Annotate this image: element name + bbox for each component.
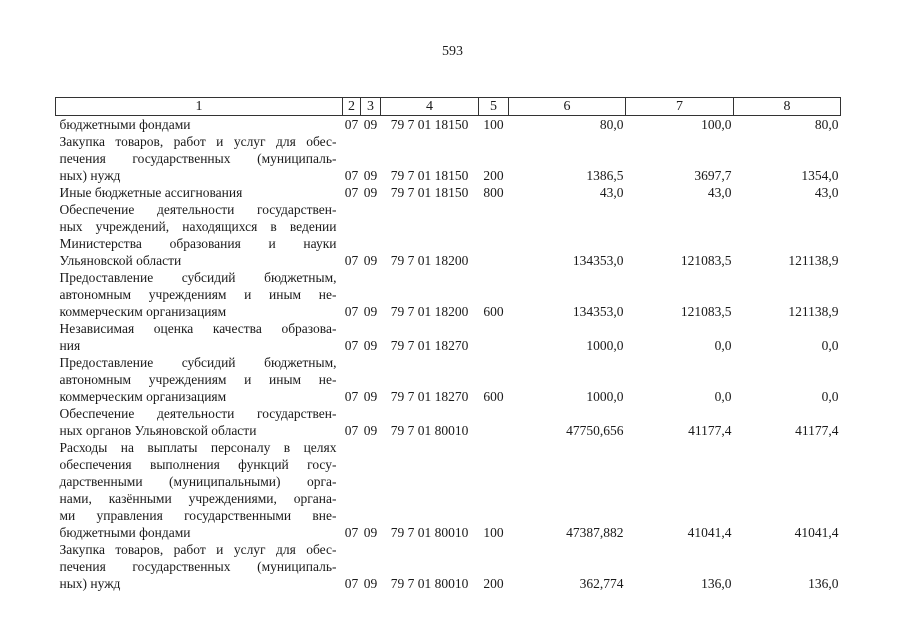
subsection-code: 09 bbox=[363, 304, 378, 319]
row-name-line: бюджетными фондами bbox=[59, 525, 191, 540]
amount-col-6: 134353,0 bbox=[572, 253, 624, 268]
table-row bbox=[56, 184, 841, 201]
target-article-code: 79 7 01 80010 bbox=[390, 525, 469, 540]
subsection-code: 09 bbox=[363, 168, 378, 183]
row-name-line: Обеспечение деятельности государствен- bbox=[59, 202, 337, 217]
row-name-line: Закупка товаров, работ и услуг для обес- bbox=[59, 542, 337, 557]
row-name-line: Закупка товаров, работ и услуг для обес- bbox=[59, 134, 337, 149]
subsection-code: 09 bbox=[363, 423, 378, 438]
subsection-code: 09 bbox=[363, 576, 378, 591]
target-article-code: 79 7 01 80010 bbox=[390, 423, 469, 438]
row-name-line: автономным учреждениям и иным не- bbox=[59, 287, 337, 302]
column-header-3: 3 bbox=[361, 98, 381, 116]
expense-type-code: 100 bbox=[483, 525, 504, 540]
row-name-line: коммерческим организациям bbox=[59, 389, 227, 404]
amount-col-7: 136,0 bbox=[701, 576, 732, 591]
target-article-code: 79 7 01 18150 bbox=[390, 185, 469, 200]
row-name-cell bbox=[56, 201, 343, 269]
row-name-line: ных) нужд bbox=[59, 168, 121, 183]
budget-table bbox=[55, 97, 841, 592]
expense-type-code bbox=[479, 320, 509, 354]
amount-col-6: 134353,0 bbox=[572, 304, 624, 319]
row-name-line: ния bbox=[59, 338, 81, 353]
section-code: 07 bbox=[344, 304, 359, 319]
amount-col-6: 362,774 bbox=[579, 576, 624, 591]
amount-col-8: 41177,4 bbox=[795, 423, 839, 438]
amount-col-7: 41177,4 bbox=[688, 423, 732, 438]
amount-col-8: 80,0 bbox=[814, 117, 839, 132]
amount-col-7: 121083,5 bbox=[680, 304, 732, 319]
row-name-line: ных учреждений, находящихся в ведении bbox=[59, 219, 337, 234]
page-number: 593 bbox=[442, 44, 463, 59]
column-header-6: 6 bbox=[509, 98, 626, 116]
amount-col-8: 0,0 bbox=[821, 389, 839, 404]
subsection-code: 09 bbox=[363, 525, 378, 540]
row-name-line: печения государственных (муниципаль- bbox=[59, 559, 337, 574]
amount-col-7: 121083,5 bbox=[680, 253, 732, 268]
column-header-2: 2 bbox=[343, 98, 361, 116]
row-name-line: коммерческим организациям bbox=[59, 304, 227, 319]
row-name-line: бюджетными фондами bbox=[59, 117, 191, 132]
section-code: 07 bbox=[344, 117, 359, 132]
table-row bbox=[56, 541, 841, 592]
row-name-cell bbox=[56, 354, 343, 405]
amount-col-7: 100,0 bbox=[701, 117, 732, 132]
column-header-4: 4 bbox=[381, 98, 479, 116]
table-row bbox=[56, 354, 841, 405]
section-code: 07 bbox=[344, 253, 359, 268]
header-row bbox=[56, 98, 841, 116]
row-name-line: дарственными (муниципальными) орга- bbox=[59, 474, 337, 489]
expense-type-code: 200 bbox=[483, 168, 504, 183]
amount-col-6: 1000,0 bbox=[586, 338, 624, 353]
column-header-1: 1 bbox=[56, 98, 343, 116]
row-name-line: обеспечения выполнения функций госу- bbox=[59, 457, 337, 472]
row-name-cell bbox=[56, 116, 343, 134]
expense-type-code bbox=[479, 405, 509, 439]
table-body bbox=[56, 116, 841, 593]
section-code: 07 bbox=[344, 168, 359, 183]
expense-type-code: 100 bbox=[483, 117, 504, 132]
row-name-line: Иные бюджетные ассигнования bbox=[59, 185, 243, 200]
amount-col-7: 41041,4 bbox=[687, 525, 732, 540]
row-name-cell bbox=[56, 405, 343, 439]
subsection-code: 09 bbox=[363, 253, 378, 268]
target-article-code: 79 7 01 18270 bbox=[390, 338, 469, 353]
row-name-line: ных) нужд bbox=[59, 576, 121, 591]
target-article-code: 79 7 01 18200 bbox=[390, 253, 469, 268]
row-name-cell bbox=[56, 320, 343, 354]
subsection-code: 09 bbox=[363, 389, 378, 404]
column-header-7: 7 bbox=[626, 98, 734, 116]
table-row bbox=[56, 405, 841, 439]
row-name-line: автономным учреждениям и иным не- bbox=[59, 372, 337, 387]
row-name-line: Предоставление субсидий бюджетным, bbox=[59, 355, 337, 370]
amount-col-6: 47387,882 bbox=[566, 525, 624, 540]
amount-col-8: 136,0 bbox=[808, 576, 839, 591]
section-code: 07 bbox=[344, 338, 359, 353]
column-header-5: 5 bbox=[479, 98, 509, 116]
target-article-code: 79 7 01 18150 bbox=[390, 117, 469, 132]
row-name-line: Министерства образования и науки bbox=[59, 236, 337, 251]
row-name-line: Ульяновской области bbox=[59, 253, 182, 268]
amount-col-7: 43,0 bbox=[707, 185, 732, 200]
column-header-8: 8 bbox=[734, 98, 841, 116]
row-name-line: Расходы на выплаты персоналу в целях bbox=[59, 440, 337, 455]
amount-col-8: 121138,9 bbox=[788, 253, 839, 268]
amount-col-7: 0,0 bbox=[714, 338, 732, 353]
row-name-cell bbox=[56, 184, 343, 201]
expense-type-code: 200 bbox=[483, 576, 504, 591]
section-code: 07 bbox=[344, 389, 359, 404]
table-row bbox=[56, 320, 841, 354]
amount-col-8: 0,0 bbox=[821, 338, 839, 353]
row-name-line: Предоставление субсидий бюджетным, bbox=[59, 270, 337, 285]
row-name-cell bbox=[56, 439, 343, 541]
amount-col-6: 1386,5 bbox=[586, 168, 624, 183]
target-article-code: 79 7 01 80010 bbox=[390, 576, 469, 591]
section-code: 07 bbox=[344, 423, 359, 438]
section-code: 07 bbox=[344, 525, 359, 540]
expense-type-code: 800 bbox=[483, 185, 504, 200]
row-name-line: Обеспечение деятельности государствен- bbox=[59, 406, 337, 421]
table-row bbox=[56, 439, 841, 541]
row-name-line: ных органов Ульяновской области bbox=[59, 423, 257, 438]
row-name-cell bbox=[56, 269, 343, 320]
subsection-code: 09 bbox=[363, 185, 378, 200]
table-row bbox=[56, 201, 841, 269]
target-article-code: 79 7 01 18270 bbox=[390, 389, 469, 404]
amount-col-7: 3697,7 bbox=[694, 168, 732, 183]
target-article-code: 79 7 01 18200 bbox=[390, 304, 469, 319]
subsection-code: 09 bbox=[363, 338, 378, 353]
amount-col-8: 121138,9 bbox=[788, 304, 839, 319]
row-name-line: нами, казёнными учреждениями, органа- bbox=[59, 491, 337, 506]
section-code: 07 bbox=[344, 576, 359, 591]
section-code: 07 bbox=[344, 185, 359, 200]
amount-col-6: 43,0 bbox=[599, 185, 624, 200]
target-article-code: 79 7 01 18150 bbox=[390, 168, 469, 183]
row-name-cell bbox=[56, 541, 343, 592]
amount-col-6: 47750,656 bbox=[566, 423, 624, 438]
amount-col-7: 0,0 bbox=[714, 389, 732, 404]
amount-col-8: 1354,0 bbox=[801, 168, 839, 183]
amount-col-8: 43,0 bbox=[814, 185, 839, 200]
row-name-cell bbox=[56, 133, 343, 184]
table-row bbox=[56, 133, 841, 184]
expense-type-code: 600 bbox=[483, 304, 504, 319]
expense-type-code: 600 bbox=[483, 389, 504, 404]
table-row bbox=[56, 116, 841, 134]
amount-col-8: 41041,4 bbox=[794, 525, 839, 540]
amount-col-6: 1000,0 bbox=[586, 389, 624, 404]
subsection-code: 09 bbox=[363, 117, 378, 132]
row-name-line: ми управления государственными вне- bbox=[59, 508, 337, 523]
expense-type-code bbox=[479, 201, 509, 269]
table-row bbox=[56, 269, 841, 320]
row-name-line: Независимая оценка качества образова- bbox=[59, 321, 337, 336]
amount-col-6: 80,0 bbox=[599, 117, 624, 132]
row-name-line: печения государственных (муниципаль- bbox=[59, 151, 337, 166]
